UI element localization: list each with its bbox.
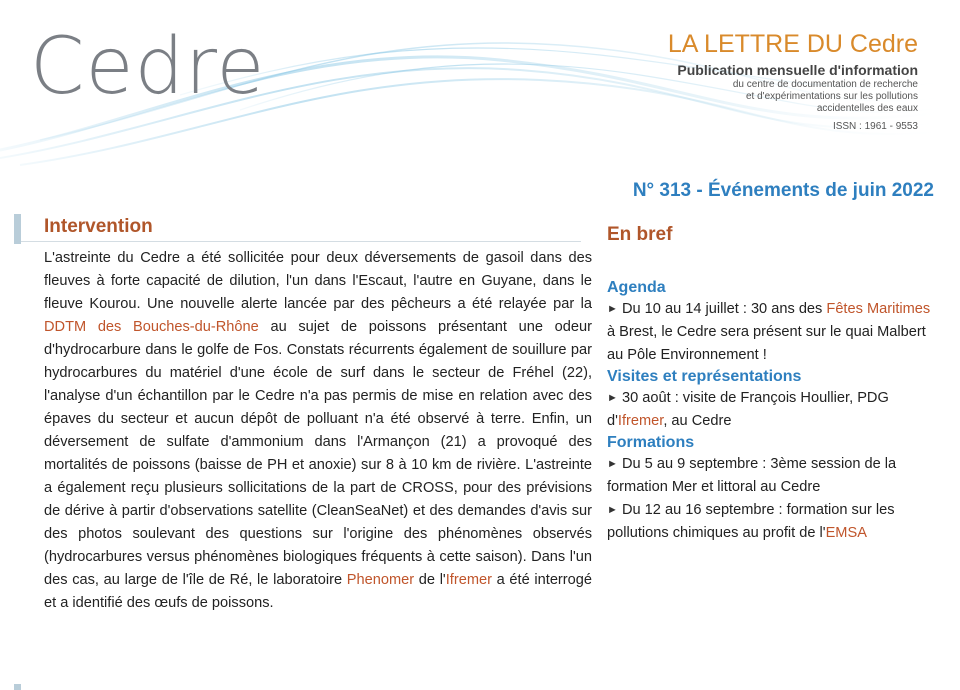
agenda-item-text-2: à Brest, le Cedre sera présent sur le quai Malbert au Pôle Environnement ! <box>607 324 926 363</box>
arrow-right-icon: ► <box>607 504 618 516</box>
ifremer-link-2[interactable]: Ifremer <box>617 413 664 429</box>
publication-sub-1: du centre de documentation de recherche <box>732 79 918 90</box>
publication-sub-3: accidentelles des eaux <box>816 103 918 114</box>
cedre-logo: Cedre <box>30 22 266 112</box>
formations-heading: Formations <box>607 434 695 451</box>
formations-item-2 <box>607 499 937 545</box>
en-bref-heading: En bref <box>607 224 673 245</box>
visites-item <box>607 387 937 433</box>
formations-item-2-text: Du 12 au 16 septembre : formation sur les pollutions chimiques au profit de l' <box>607 502 895 541</box>
visites-item-text-1: 30 août : visite de François Houllier, PDG d' <box>607 390 889 429</box>
arrow-right-icon: ► <box>607 458 618 470</box>
visites-heading: Visites et représentations <box>607 368 802 385</box>
ifremer-link[interactable]: Ifremer <box>445 572 492 588</box>
issue-title: N° 313 - Événements de juin 2022 <box>632 180 934 201</box>
agenda-item-text-1: Du 10 au 14 juillet : 30 ans des <box>621 301 827 317</box>
agenda-heading: Agenda <box>607 279 666 296</box>
formations-item-1 <box>607 453 937 499</box>
intervention-text-4: a été interrogé et a identifié des œufs de poissons. <box>44 572 593 611</box>
header <box>0 0 960 175</box>
issn: ISSN : 1961 - 9553 <box>832 121 918 132</box>
publication-info <box>677 62 918 133</box>
newsletter-title: LA LETTRE DU Cedre <box>667 30 918 58</box>
ddtm-link[interactable]: DDTM des Bouches-du-Rhône <box>44 319 259 335</box>
section-divider <box>21 241 581 242</box>
visites-item-text-2: , au Cedre <box>663 413 732 429</box>
fetes-maritimes-link[interactable]: Fêtes Maritimes <box>826 301 931 317</box>
section-marker-bottom <box>14 684 21 690</box>
intervention-text-2: au sujet de poissons présentant une odeur d'hydrocarbure dans le golfe de Fos. Constats récurrents également de souillure par hydrocarbures du matériel d'une école de surf dans le secteur de Fréhel (22), l'analyse d'un échantillon par le Cedre n'a pas permis de mise en relation avec des épaves du secteur et aucun dépôt de polluant n'a été observé à terre. Enfin, un déversement de sulfate d'ammonium dans l'Armançon (21) a provoqué des mortalités de poissons (baisse de PH et anoxie) sur 8 à 10 km de rivière. L'astreinte a également reçu plusieurs sollicitations de la part de CROSS, pour des prévisions de dérive à partir d'observations satellite (CleanSeaNet) et des demandes d'avis sur des photos soulevant des questions sur l'origine des phénomènes observés (hydrocarbures versus phénomènes biologiques fréquents à cette saison). Dans l'un des cas, au large de l'île de Ré, le laboratoire <box>44 319 592 588</box>
intervention-text-1: L'astreinte du Cedre a été sollicitée pour deux déversements de gasoil dans des fleuves à forte capacité de dilution, l'un dans l'Escaut, l'autre en Guyane, dans le fleuve Kourou. Une nouvelle alerte lancée par des pêcheurs a été relayée par la <box>44 250 592 312</box>
intervention-text-3: de l' <box>414 572 446 588</box>
phenomer-link[interactable]: Phenomer <box>346 572 415 588</box>
formations-item-1-text: Du 5 au 9 septembre : 3ème session de la formation Mer et littoral au Cedre <box>607 456 897 495</box>
section-marker <box>14 214 21 244</box>
publication-main: Publication mensuelle d'information <box>677 62 918 78</box>
intervention-body <box>44 247 592 615</box>
agenda-item <box>607 298 937 367</box>
en-bref-column <box>607 224 937 545</box>
publication-sub-2: et d'expérimentations sur les pollutions <box>745 91 918 102</box>
arrow-right-icon: ► <box>607 303 618 315</box>
arrow-right-icon: ► <box>607 392 618 404</box>
emsa-link[interactable]: EMSA <box>825 525 867 541</box>
intervention-heading: Intervention <box>44 216 153 237</box>
